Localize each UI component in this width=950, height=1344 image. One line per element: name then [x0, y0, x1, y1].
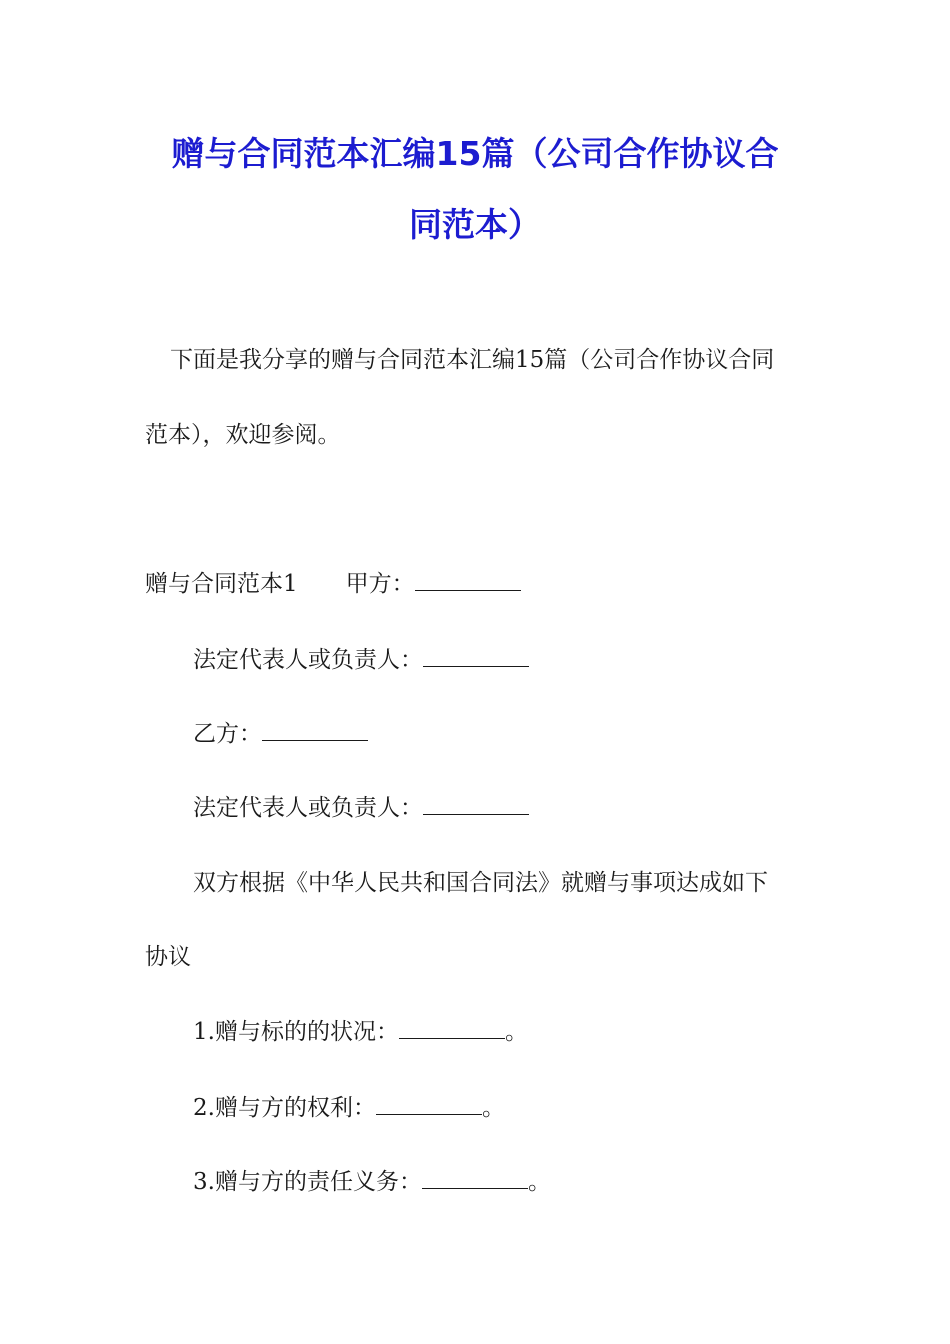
party-a-blank: [415, 568, 521, 591]
document-title-line-1: 赠与合同范本汇编15篇（公司合作协议合: [171, 134, 779, 173]
party-a-rep-label: 法定代表人或负责人：: [193, 647, 423, 673]
agreement-line-1: 双方根据《中华人民共和国合同法》就赠与事项达成如下: [193, 870, 768, 896]
item-1-period: 。: [504, 1019, 528, 1045]
contract-heading-row: [145, 568, 521, 599]
item-1-row: [193, 1016, 528, 1047]
item-2-row: [193, 1092, 505, 1123]
party-b-rep-row: [193, 792, 529, 823]
party-a-rep-row: [193, 644, 529, 675]
party-b-blank: [262, 718, 368, 741]
item-3-blank: [422, 1166, 528, 1189]
item-1-label: 1.赠与标的的状况：: [193, 1019, 399, 1045]
item-2-period: 。: [481, 1095, 505, 1121]
party-b-rep-label: 法定代表人或负责人：: [193, 795, 423, 821]
agreement-line-2: 协议: [145, 944, 191, 970]
party-a-label: 甲方：: [345, 571, 415, 597]
party-b-rep-blank: [423, 792, 529, 815]
intro-line-1: 下面是我分享的赠与合同范本汇编15篇（公司合作协议合同: [170, 347, 775, 373]
item-1-blank: [399, 1016, 505, 1039]
contract-heading: 赠与合同范本1: [145, 571, 298, 597]
item-3-row: [193, 1166, 551, 1197]
item-3-period: 。: [527, 1169, 551, 1195]
party-b-label: 乙方：: [193, 721, 262, 747]
document-title-line-2: 同范本）: [409, 205, 541, 244]
item-3-label: 3.赠与方的责任义务：: [193, 1169, 422, 1195]
item-2-blank: [376, 1092, 482, 1115]
intro-line-2: 范本），欢迎参阅。: [145, 422, 341, 448]
party-b-row: [193, 718, 368, 749]
party-a-rep-blank: [423, 644, 529, 667]
item-2-label: 2.赠与方的权利：: [193, 1095, 376, 1121]
